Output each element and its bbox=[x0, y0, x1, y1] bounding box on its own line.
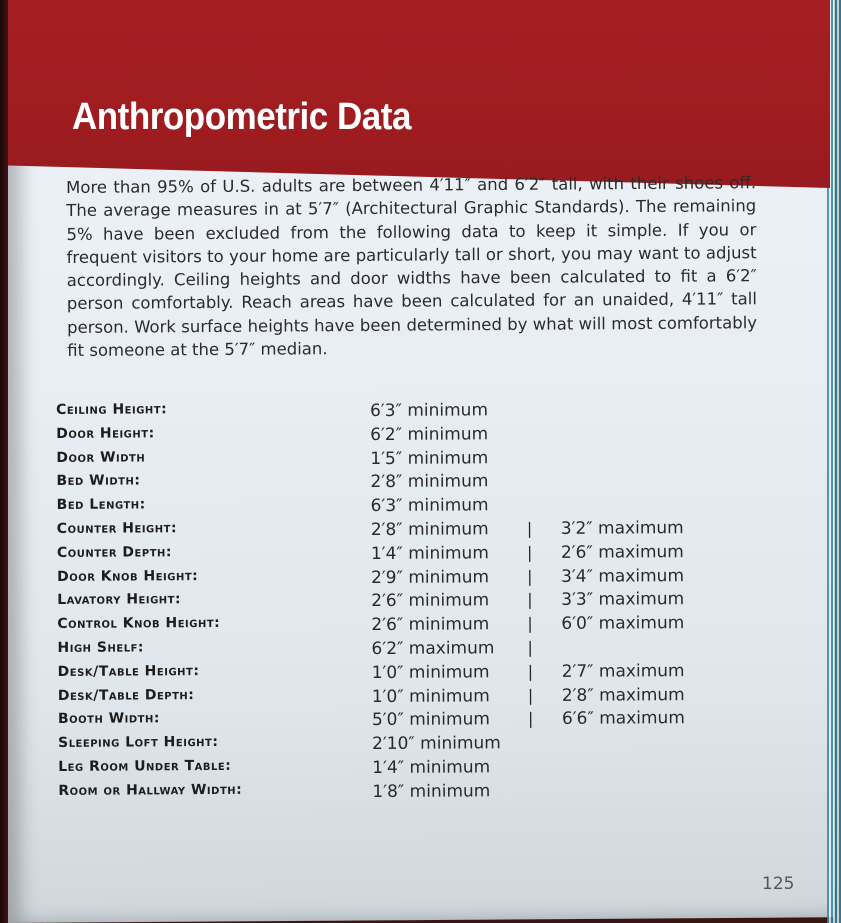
row-label: Room or Hallway Width: bbox=[58, 781, 243, 799]
row-maximum: 3′2″ maximum bbox=[560, 518, 684, 539]
row-label: Ceiling Height: bbox=[55, 401, 168, 418]
intro-paragraph: More than 95% of U.S. adults are between 4′11″ and 6′2″ tall, with their shoes off. The average measures in at 5′7″ (Architectural Graphic Standards). The remaining 5% have been excluded from the following data to keep it simple. If you or frequent visitors to your home are particularly tall or short, you may want to adjust accordingly. Ceiling heights and door widths have been calculated to fit a 6′2″ person comfortably. Reach areas have been calculated for an unaided, 4′11″ tall person. Work surface heights have been determined by what will most comfortably fit someone at the 5′7″ median. bbox=[66, 173, 758, 361]
row-maximum: 2′6″ maximum bbox=[560, 541, 684, 563]
row-label: Door Height: bbox=[56, 425, 155, 442]
row-minimum: 1′4″ minimum bbox=[372, 757, 491, 778]
row-separator: | bbox=[526, 519, 533, 539]
row-minimum: 6′2″ maximum bbox=[371, 638, 495, 659]
row-label: Bed Length: bbox=[56, 496, 146, 514]
row-maximum: 3′3″ maximum bbox=[561, 589, 685, 611]
row-label: Leg Room Under Table: bbox=[58, 757, 232, 775]
row-minimum: 1′0″ minimum bbox=[371, 662, 490, 683]
row-separator: | bbox=[527, 614, 533, 634]
title-banner bbox=[8, 0, 830, 188]
row-minimum: 1′8″ minimum bbox=[372, 781, 491, 802]
row-minimum: 1′0″ minimum bbox=[371, 685, 490, 707]
row-separator: | bbox=[527, 709, 534, 729]
row-label: High Shelf: bbox=[57, 639, 145, 656]
row-minimum: 2′8″ minimum bbox=[370, 471, 489, 493]
table-row bbox=[50, 778, 750, 806]
row-minimum: 2′8″ minimum bbox=[370, 519, 489, 541]
measurements-table bbox=[48, 398, 750, 807]
row-minimum: 2′6″ minimum bbox=[371, 590, 490, 612]
row-separator: | bbox=[526, 542, 533, 562]
row-minimum: 1′4″ minimum bbox=[370, 543, 489, 564]
row-separator: | bbox=[527, 638, 533, 658]
row-label: Bed Width: bbox=[56, 472, 141, 490]
row-maximum: 2′7″ maximum bbox=[561, 660, 685, 682]
row-maximum: 3′4″ maximum bbox=[561, 565, 685, 587]
row-minimum: 6′2″ minimum bbox=[370, 424, 489, 445]
row-label: Control Knob Height: bbox=[57, 615, 221, 633]
row-label: Lavatory Height: bbox=[57, 591, 182, 609]
row-separator: | bbox=[527, 590, 533, 610]
row-maximum: 6′6″ maximum bbox=[561, 708, 685, 730]
row-minimum: 2′10″ minimum bbox=[372, 733, 501, 755]
row-minimum: 2′6″ minimum bbox=[371, 614, 490, 636]
row-label: Door Knob Height: bbox=[57, 567, 199, 585]
row-label: Counter Height: bbox=[56, 520, 178, 537]
row-minimum: 2′9″ minimum bbox=[371, 566, 490, 588]
page-title: Anthropometric Data bbox=[72, 96, 411, 138]
row-separator: | bbox=[527, 661, 534, 681]
row-minimum: 5′0″ minimum bbox=[371, 709, 490, 731]
row-minimum: 6′3″ minimum bbox=[370, 495, 489, 517]
row-label: Desk/Table Height: bbox=[57, 662, 200, 680]
row-label: Counter Depth: bbox=[56, 544, 173, 561]
row-separator: | bbox=[527, 685, 534, 705]
row-maximum: 2′8″ maximum bbox=[561, 684, 685, 706]
row-label: Sleeping Loft Height: bbox=[58, 734, 219, 752]
row-maximum: 6′0″ maximum bbox=[561, 613, 685, 635]
row-label: Booth Width: bbox=[57, 710, 160, 728]
page-number: 125 bbox=[762, 874, 795, 894]
row-minimum: 1′5″ minimum bbox=[370, 447, 489, 469]
row-label: Desk/Table Depth: bbox=[57, 686, 195, 704]
row-label: Door Width bbox=[56, 449, 146, 466]
row-separator: | bbox=[527, 566, 533, 586]
row-minimum: 6′3″ minimum bbox=[370, 400, 489, 422]
